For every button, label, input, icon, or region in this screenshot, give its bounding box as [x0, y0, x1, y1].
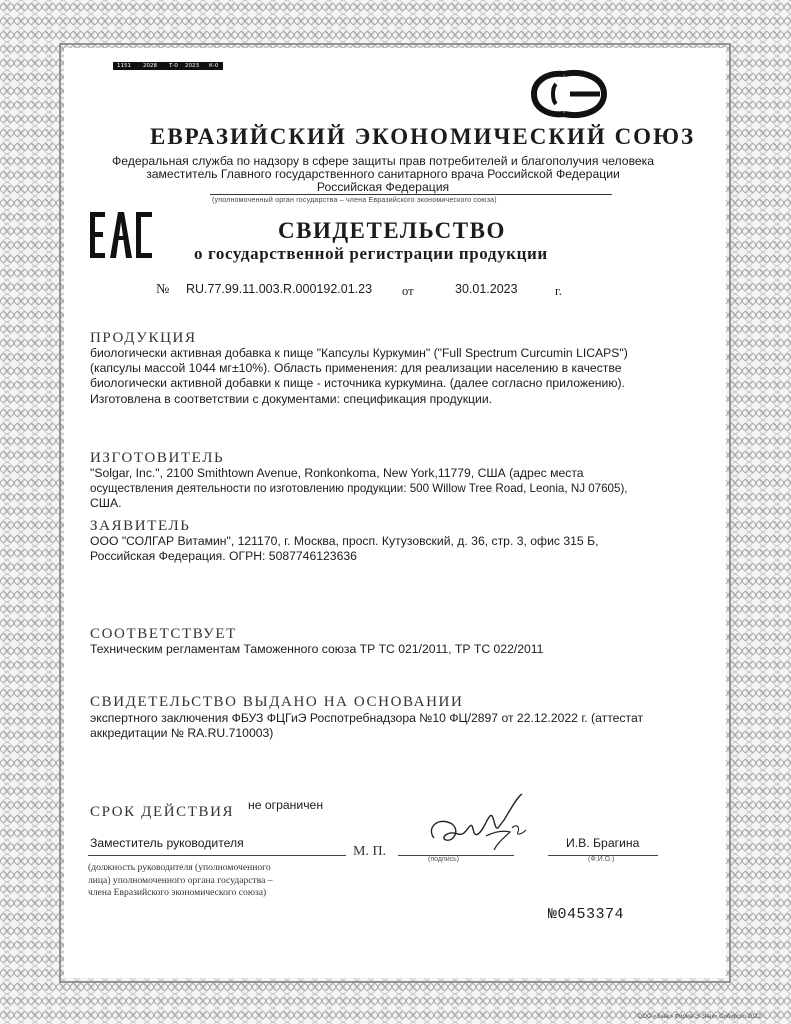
validity-value: не ограничен — [248, 798, 324, 812]
initials-caption: (Ф.И.О.) — [588, 856, 615, 863]
barcode-strip — [113, 62, 223, 70]
certificate-date: 30.01.2023 — [455, 282, 518, 296]
signer-note — [88, 862, 273, 900]
union-title: ЕВРАЗИЙСКИЙ ЭКОНОМИЧЕСКИЙ СОЮЗ — [150, 124, 696, 149]
signer-position: Заместитель руководителя — [90, 836, 244, 850]
certificate-subtitle: о государственной регистрации продукции — [194, 244, 548, 263]
basis-text — [90, 711, 643, 741]
manufacturer-line: США. — [90, 496, 122, 511]
divider — [210, 194, 612, 195]
barcode-code: 2028 — [143, 63, 157, 69]
handwritten-signature — [424, 790, 534, 870]
conforms-text — [90, 642, 543, 657]
signer-note-line: (должность руководителя (уполномоченного — [88, 862, 271, 873]
barcode-code: 1151 — [117, 63, 131, 69]
applicant-text — [90, 534, 598, 564]
basis-heading: СВИДЕТЕЛЬСТВО ВЫДАНО НА ОСНОВАНИИ — [90, 694, 464, 710]
position-underline — [88, 855, 346, 856]
basis-line: экспертного заключения ФБУЗ ФЦГиЭ Роспотребнадзора №10 ФЦ/2897 от 22.12.2022 г. (аттестат — [90, 711, 644, 725]
authority-line: заместитель Главного государственного санитарного врача Российской Федерации — [146, 167, 620, 181]
print-info: ООО «Знак» Фирма Э-Знак» Сибирско 2022 — [637, 1014, 761, 1020]
barcode-code: К-0 — [209, 63, 219, 69]
product-line: Изготовлена в соответствии с документами: спецификация продукции. — [90, 391, 493, 406]
signature-caption: (подпись) — [428, 856, 460, 863]
applicant-heading: ЗАЯВИТЕЛЬ — [90, 518, 191, 534]
product-text — [90, 346, 628, 407]
number-label: № — [156, 282, 170, 297]
product-line: биологически активной добавки к пище - источника куркумина. (далее согласно приложению). — [90, 376, 625, 391]
authority-line: Российская Федерация — [316, 180, 450, 194]
signer-note-line: члена Евразийского экономического союза) — [88, 887, 267, 898]
date-label: от — [402, 284, 414, 298]
form-number: №0453374 — [548, 906, 625, 923]
signer-note-line: лица) уполномоченного органа государства – — [88, 874, 273, 886]
applicant-line: Российская Федерация. ОГРН: 5087746123636 — [90, 549, 357, 564]
manufacturer-line: осуществления деятельности по изготовлению продукции: 500 Willow Tree Road, Leonia, NJ 07605), — [90, 482, 628, 496]
manufacturer-line: "Solgar, Inc.", 2100 Smithtown Avenue, Ronkonkoma, New York,11779, США (адрес места — [90, 466, 584, 480]
year-suffix: г. — [555, 284, 562, 298]
stamp-label: М. П. — [353, 844, 387, 859]
validity-heading: СРОК ДЕЙСТВИЯ — [90, 804, 235, 820]
certificate-title: СВИДЕТЕЛЬСТВО — [278, 218, 506, 243]
basis-line: аккредитации № RA.RU.710003) — [90, 726, 274, 741]
barcode-code: Т-0 — [169, 63, 178, 69]
conforms-line: Техническим регламентам Таможенного союза ТР ТС 021/2011, ТР ТС 022/2011 — [90, 642, 544, 656]
barcode-code: 2023 — [185, 63, 199, 69]
manufacturer-text — [90, 466, 628, 512]
manufacturer-heading: ИЗГОТОВИТЕЛЬ — [90, 450, 225, 466]
product-heading: ПРОДУКЦИЯ — [90, 330, 197, 346]
eac-mark-icon — [90, 212, 154, 258]
product-line: биологически активная добавка к пище "Капсулы Куркумин" ("Full Spectrum Curcumin LICAPS") — [90, 346, 628, 360]
authority-note: (уполномоченный орган государства – члена Евразийского экономического союза) — [212, 197, 497, 204]
product-line: (капсулы массой 1044 мг±10%). Область применения: для реализации населению в качестве — [90, 361, 622, 376]
se-emblem-icon — [526, 64, 626, 124]
conforms-heading: СООТВЕТСТВУЕТ — [90, 626, 237, 642]
certificate-number: RU.77.99.11.003.R.000192.01.23 — [186, 282, 373, 296]
authority-line: Федеральная служба по надзору в сфере защиты прав потребителей и благополучия человека — [111, 154, 655, 168]
signer-name: И.В. Брагина — [566, 836, 640, 850]
applicant-line: ООО "СОЛГАР Витамин", 121170, г. Москва, просп. Кутузовский, д. 36, стр. 3, офис 315 Б, — [90, 534, 599, 548]
